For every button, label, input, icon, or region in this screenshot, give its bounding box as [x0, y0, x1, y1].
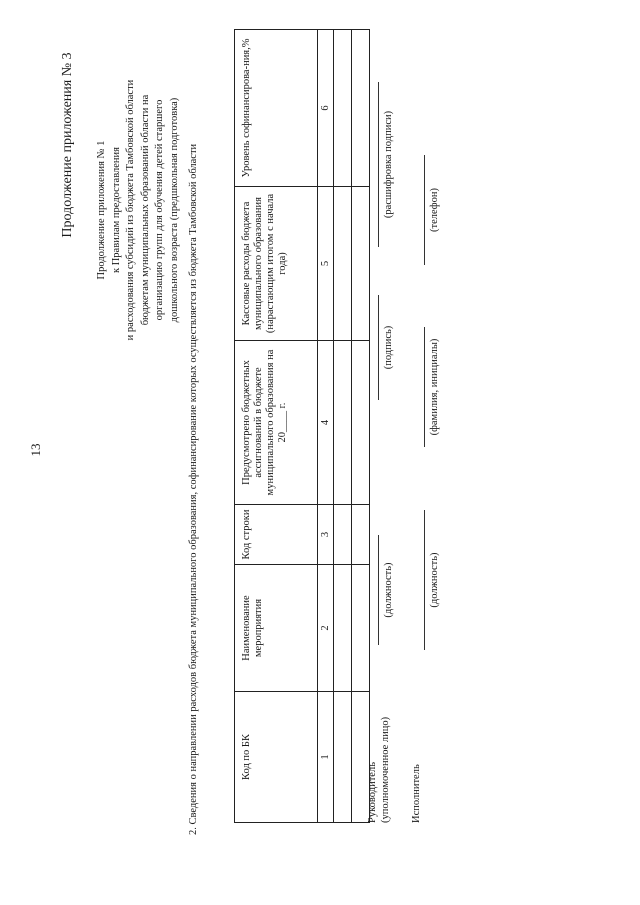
continuation-title: Продолжение приложения № 3 — [60, 52, 75, 238]
table-cell — [334, 30, 352, 187]
annex-line: дошкольного возраста (предшкольная подготовка) — [168, 97, 180, 323]
table-header-row — [235, 30, 318, 823]
annex-reference-block — [95, 10, 182, 410]
header-cofinancing-level: Уровень софинансирова-ния,% — [235, 30, 318, 187]
signature-line — [378, 82, 379, 247]
table-cell: 5 — [318, 187, 334, 341]
table-cell — [334, 692, 352, 823]
signature-line — [378, 535, 379, 645]
executor-label: Исполнитель — [411, 764, 422, 823]
table-cell — [352, 30, 370, 187]
signature-line — [378, 295, 379, 400]
executor-position-caption: (должность) — [429, 552, 440, 608]
executor-phone-caption: (телефон) — [429, 188, 440, 232]
signature-line — [424, 327, 425, 447]
header-activity-name: Наименование мероприятия — [235, 565, 318, 692]
table-cell: 6 — [318, 30, 334, 187]
table-cell — [352, 565, 370, 692]
executor-name-caption: (фамилия, инициалы) — [429, 338, 440, 436]
table-cell — [334, 341, 352, 505]
table-cell: 4 — [318, 341, 334, 505]
table-cell — [334, 187, 352, 341]
head-name-caption: (расшифровка подписи) — [383, 110, 394, 219]
head-position-caption: (должность) — [383, 562, 394, 618]
annex-line: бюджетам муниципальных образований области на — [139, 94, 151, 326]
section-heading: 2. Сведения о направлении расходов бюджета муниципального образования, софинансирование которых осуществляется из бюджета Тамбовской области — [188, 143, 199, 835]
table-row — [334, 30, 352, 823]
table-cell: 2 — [318, 565, 334, 692]
expenses-table — [234, 29, 370, 823]
annex-line: к Правилам предоставления — [110, 146, 122, 274]
signature-line — [424, 510, 425, 650]
table-cell: 1 — [318, 692, 334, 823]
annex-line: Продолжение приложения № 1 — [96, 140, 107, 280]
table-cell — [352, 187, 370, 341]
table-cell — [352, 505, 370, 565]
head-signature-caption: (подпись) — [383, 325, 394, 370]
header-line-code: Код строки — [235, 505, 318, 565]
table-cell — [334, 565, 352, 692]
table-cell — [352, 341, 370, 505]
header-bk-code: Код по БК — [235, 692, 318, 823]
page-number: 13 — [28, 443, 43, 457]
header-planned-allocations: Предусмотрено бюджетных ассигнований в бюджете муниципального образования на 20____ г. — [235, 341, 318, 505]
signature-line — [424, 155, 425, 265]
header-cash-expenses: Кассовые расходы бюджета муниципального образования (нарастающим итогом с начала года) — [235, 187, 318, 341]
table-cell — [334, 505, 352, 565]
annex-line: и расходования субсидий из бюджета Тамбовской области — [125, 79, 136, 341]
table-cell: 3 — [318, 505, 334, 565]
table-number-row — [318, 30, 334, 823]
annex-line: организацию групп для обучения детей старшего — [154, 99, 165, 321]
head-label: Руководитель (уполномоченное лицо) — [367, 716, 391, 823]
